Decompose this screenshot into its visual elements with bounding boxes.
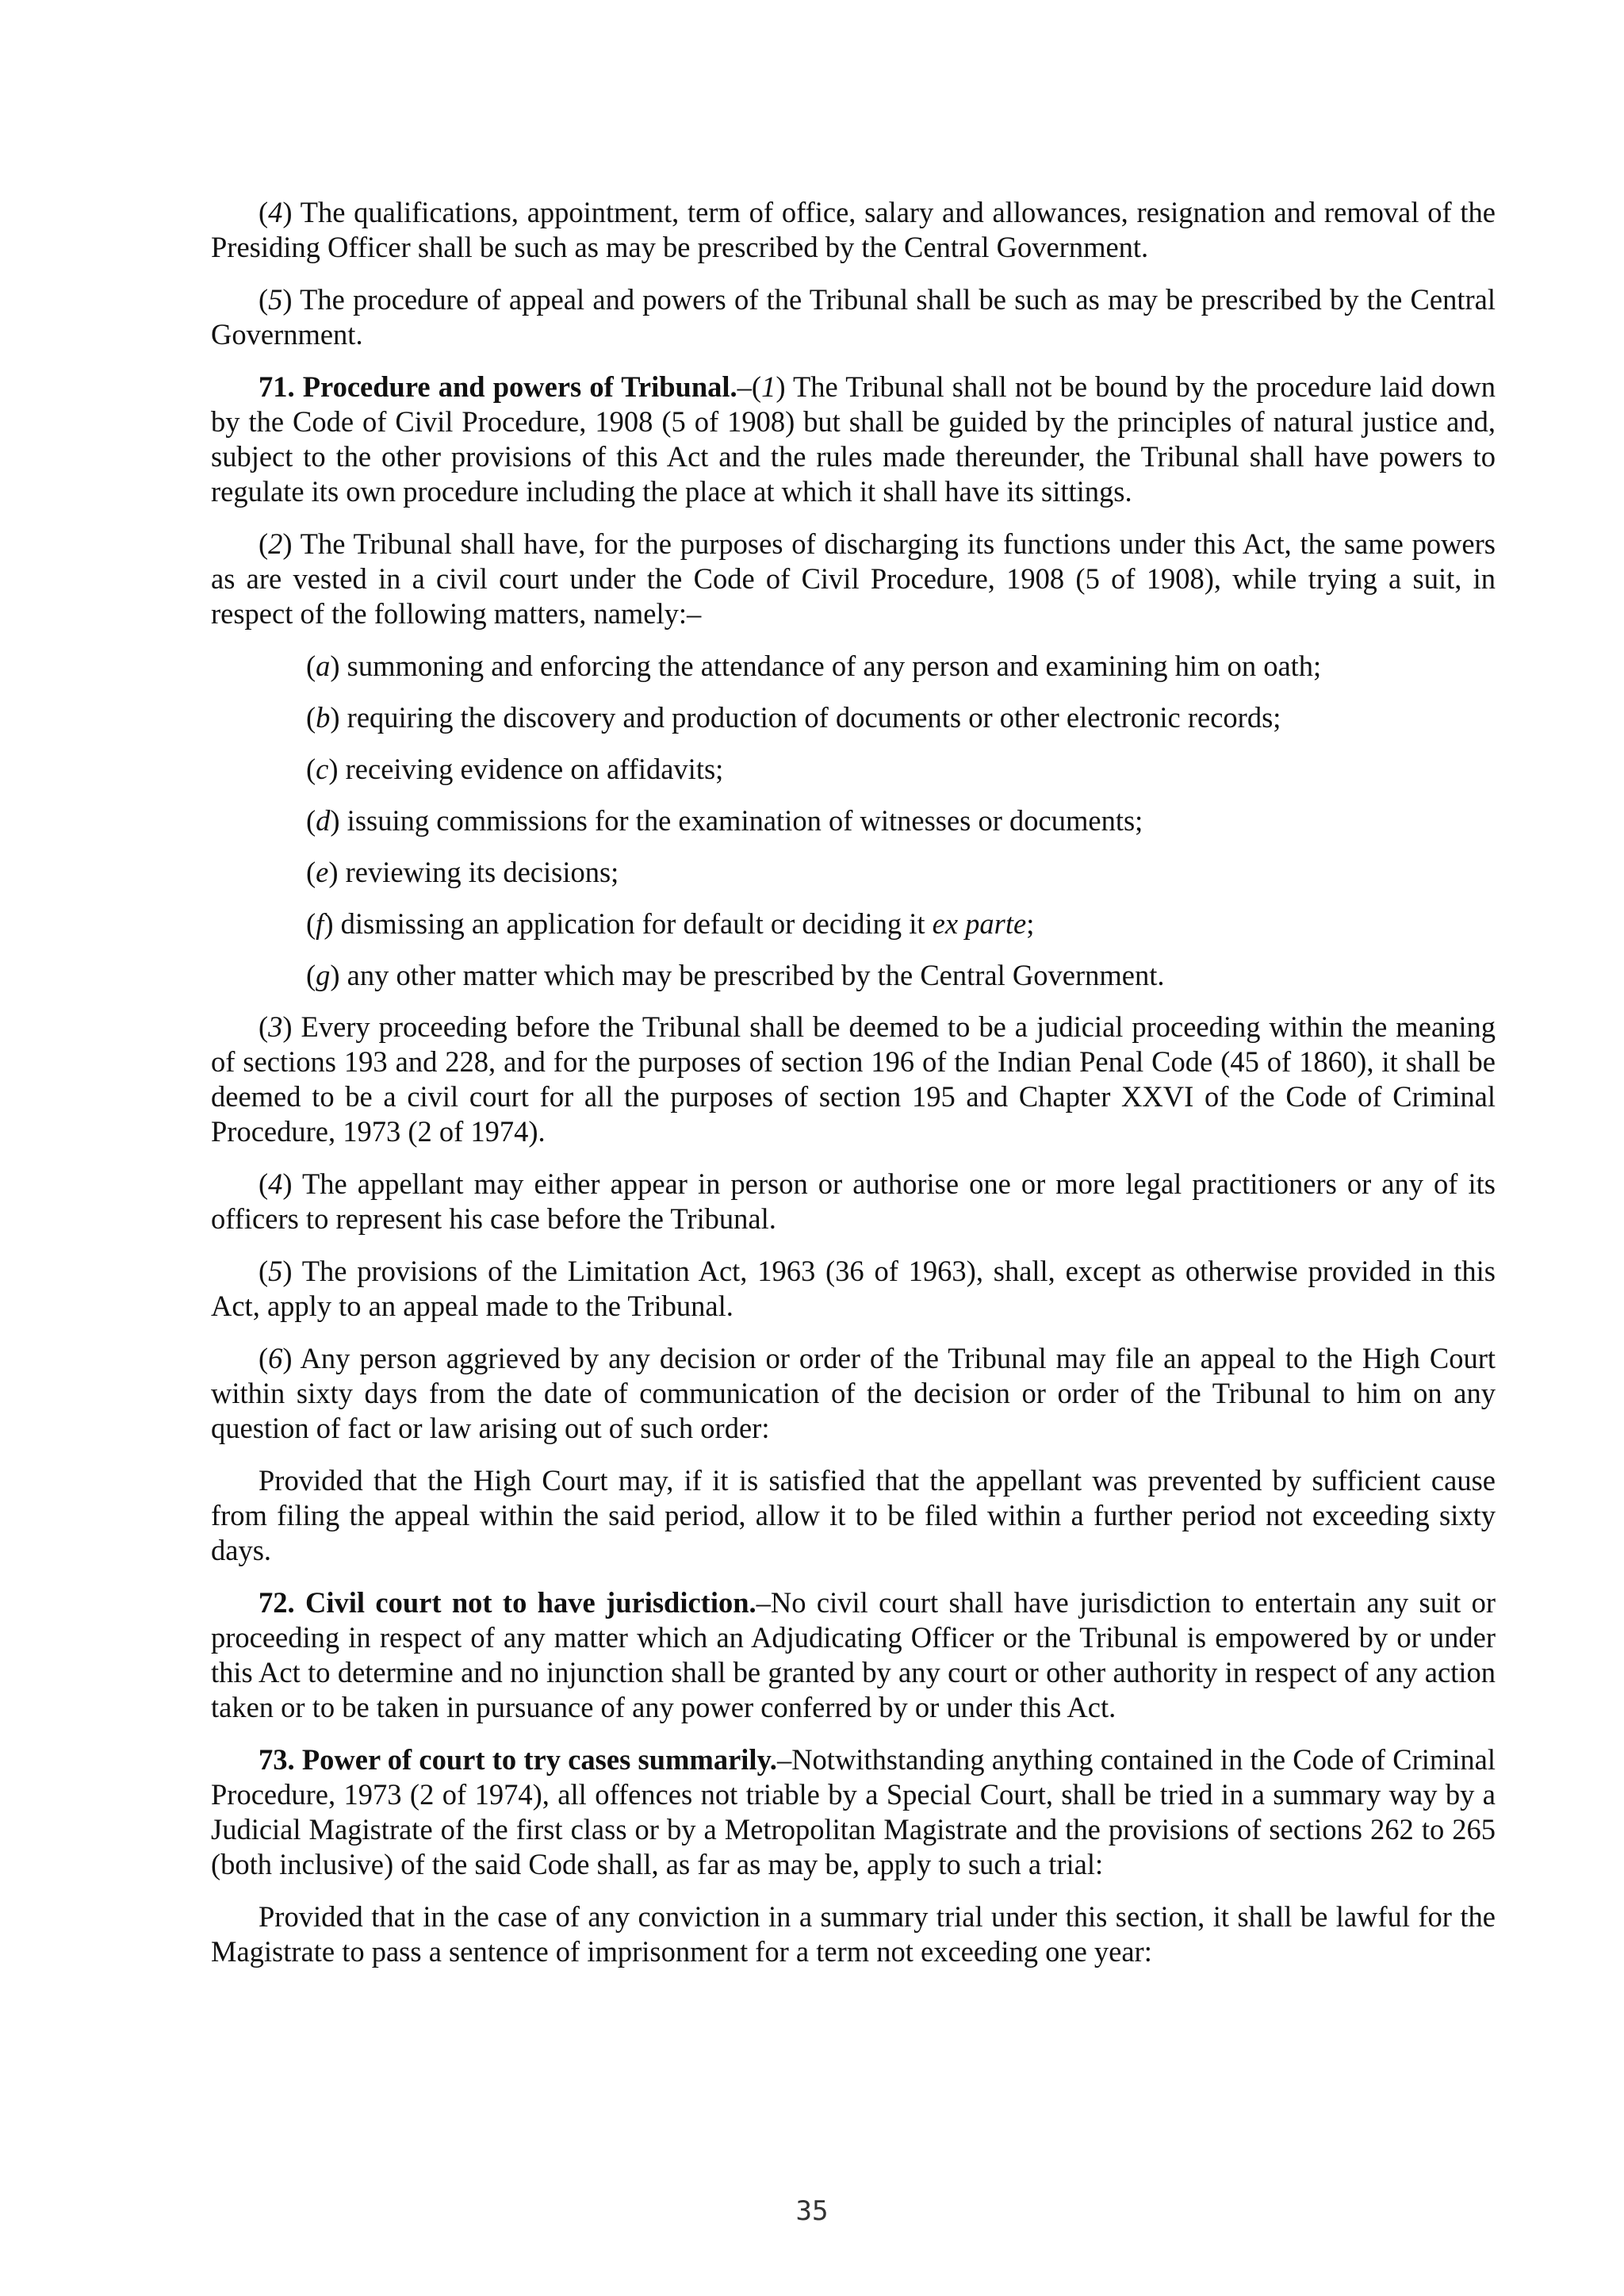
text-run: ( <box>259 1255 269 1287</box>
page-number: 35 <box>795 2195 829 2227</box>
text-run: 5 <box>268 283 283 316</box>
text-run: ) Any person aggrieved by any decision or order of the Tribunal may file an appeal to the High Court within sixty days from the date of communication of the decision or order of the Tribunal to him on any question of fact or law arising out of such order: <box>211 1342 1496 1444</box>
text-run: a <box>316 650 331 682</box>
text-run: –No civil court shall have jurisdiction to entertain any suit or proceeding in respect of any matter which an Adjudicating Officer or the Tribunal is empowered by or under this Act to determine and no injunction shall be granted by any court or other authority in respect of any action taken or to be taken in pursuance of any power conferred by or under this Act. <box>211 1586 1496 1723</box>
paragraph <box>211 370 1496 509</box>
text-run: ) receiving evidence on affidavits; <box>328 753 724 785</box>
section-heading: 73. Power of court to try cases summarily. <box>259 1743 777 1776</box>
paragraph <box>211 1254 1496 1324</box>
section-heading: 71. Procedure and powers of Tribunal. <box>259 370 737 403</box>
text-run: 3 <box>268 1010 283 1043</box>
paragraph <box>211 1341 1496 1446</box>
document-page <box>211 195 1496 1987</box>
text-run: ( <box>306 753 316 785</box>
text-run: 6 <box>268 1342 283 1374</box>
text-run: d <box>316 804 331 837</box>
text-run: 2 <box>268 527 283 560</box>
text-run: ( <box>259 1010 269 1043</box>
text-run: e <box>316 856 329 888</box>
paragraph <box>211 195 1496 265</box>
text-run: ( <box>306 907 316 940</box>
text-run: ) Every proceeding before the Tribunal shall be deemed to be a judicial proceeding within the meaning of sections 193 and 228, and for the purposes of section 196 of the Indian Penal Code (45 of 1860), it shall be deemed to be a civil court for all the purposes of section 195 and Chapter XXVI of the Code of Criminal Procedure, 1973 (2 of 1974). <box>211 1010 1496 1148</box>
paragraph <box>211 1167 1496 1236</box>
text-run: ( <box>259 1342 269 1374</box>
list-clause <box>211 958 1496 993</box>
text-run: ( <box>306 959 316 991</box>
text-run: f <box>316 907 324 940</box>
text-run: 5 <box>268 1255 283 1287</box>
text-run: ( <box>259 1167 269 1200</box>
text-run: ( <box>306 650 316 682</box>
text-run: 4 <box>268 1167 283 1200</box>
text-run: ) any other matter which may be prescribed by the Central Government. <box>330 959 1165 991</box>
paragraph <box>211 1010 1496 1149</box>
text-run: 1 <box>761 370 776 403</box>
text-run: Provided that in the case of any conviction in a summary trial under this section, it shall be lawful for the Magistrate to pass a sentence of imprisonment for a term not exceeding one year: <box>211 1900 1496 1968</box>
text-run: ( <box>259 527 269 560</box>
text-run: ( <box>306 856 316 888</box>
text-run: –Notwithstanding anything contained in the Code of Criminal Procedure, 1973 (2 of 1974), all offences not triable by a Special Court, shall be tried in a summary way by a Judicial Magistrate of the first class or by a Metropolitan Magistrate and the provisions of sections 262 to 265 (both inclusive) of the said Code shall, as far as may be, apply to such a trial: <box>211 1743 1496 1880</box>
text-run: ) dismissing an application for default or deciding it <box>324 907 933 940</box>
list-clause <box>211 700 1496 735</box>
section-heading: 72. Civil court not to have jurisdiction. <box>259 1586 756 1619</box>
text-run: c <box>316 753 329 785</box>
list-clause <box>211 803 1496 838</box>
text-run: ( <box>306 804 316 837</box>
text-run: ) reviewing its decisions; <box>328 856 619 888</box>
list-clause <box>211 649 1496 684</box>
text-run: ) summoning and enforcing the attendance of any person and examining him on oath; <box>330 650 1322 682</box>
text-run: 4 <box>268 196 283 228</box>
text-run: g <box>316 959 331 991</box>
paragraph <box>211 282 1496 352</box>
text-run: ) The appellant may either appear in person or authorise one or more legal practitioners or any of its officers to represent his case before the Tribunal. <box>211 1167 1496 1235</box>
text-run: ) requiring the discovery and production of documents or other electronic records; <box>330 701 1281 734</box>
paragraph <box>211 527 1496 631</box>
text-run: ) issuing commissions for the examination of witnesses or documents; <box>330 804 1143 837</box>
text-run: ) The Tribunal shall not be bound by the procedure laid down by the Code of Civil Procedure, 1908 (5 of 1908) but shall be guided by the principles of natural justice and, subject to the other provisions of this Act and the rules made thereunder, the Tribunal shall have powers to regulate its own procedure including the place at which it shall have its sittings. <box>211 370 1496 508</box>
paragraph <box>211 1742 1496 1882</box>
paragraph <box>211 1899 1496 1969</box>
text-run: ( <box>259 196 269 228</box>
list-clause <box>211 752 1496 787</box>
text-run: ) The provisions of the Limitation Act, 1963 (36 of 1963), shall, except as otherwise provided in this Act, apply to an appeal made to the Tribunal. <box>211 1255 1496 1322</box>
text-run: Provided that the High Court may, if it is satisfied that the appellant was prevented by sufficient cause from filing the appeal within the said period, allow it to be filed within a further period not exceeding sixty days. <box>211 1464 1496 1566</box>
paragraph <box>211 1585 1496 1725</box>
text-run: ) The qualifications, appointment, term of office, salary and allowances, resignation and removal of the Presiding Officer shall be such as may be prescribed by the Central Government. <box>211 196 1496 263</box>
paragraph <box>211 1463 1496 1568</box>
text-run: b <box>316 701 331 734</box>
text-run: ex parte <box>932 907 1027 940</box>
text-run: ( <box>259 283 269 316</box>
text-run: –( <box>737 370 762 403</box>
text-run: ) The procedure of appeal and powers of the Tribunal shall be such as may be prescribed by the Central Government. <box>211 283 1496 351</box>
list-clause <box>211 907 1496 941</box>
list-clause <box>211 855 1496 890</box>
text-run: ) The Tribunal shall have, for the purposes of discharging its functions under this Act, the same powers as are vested in a civil court under the Code of Civil Procedure, 1908 (5 of 1908), while trying a suit, in respect of the following matters, namely:– <box>211 527 1496 630</box>
text-run: ( <box>306 701 316 734</box>
text-run: ; <box>1026 907 1035 940</box>
